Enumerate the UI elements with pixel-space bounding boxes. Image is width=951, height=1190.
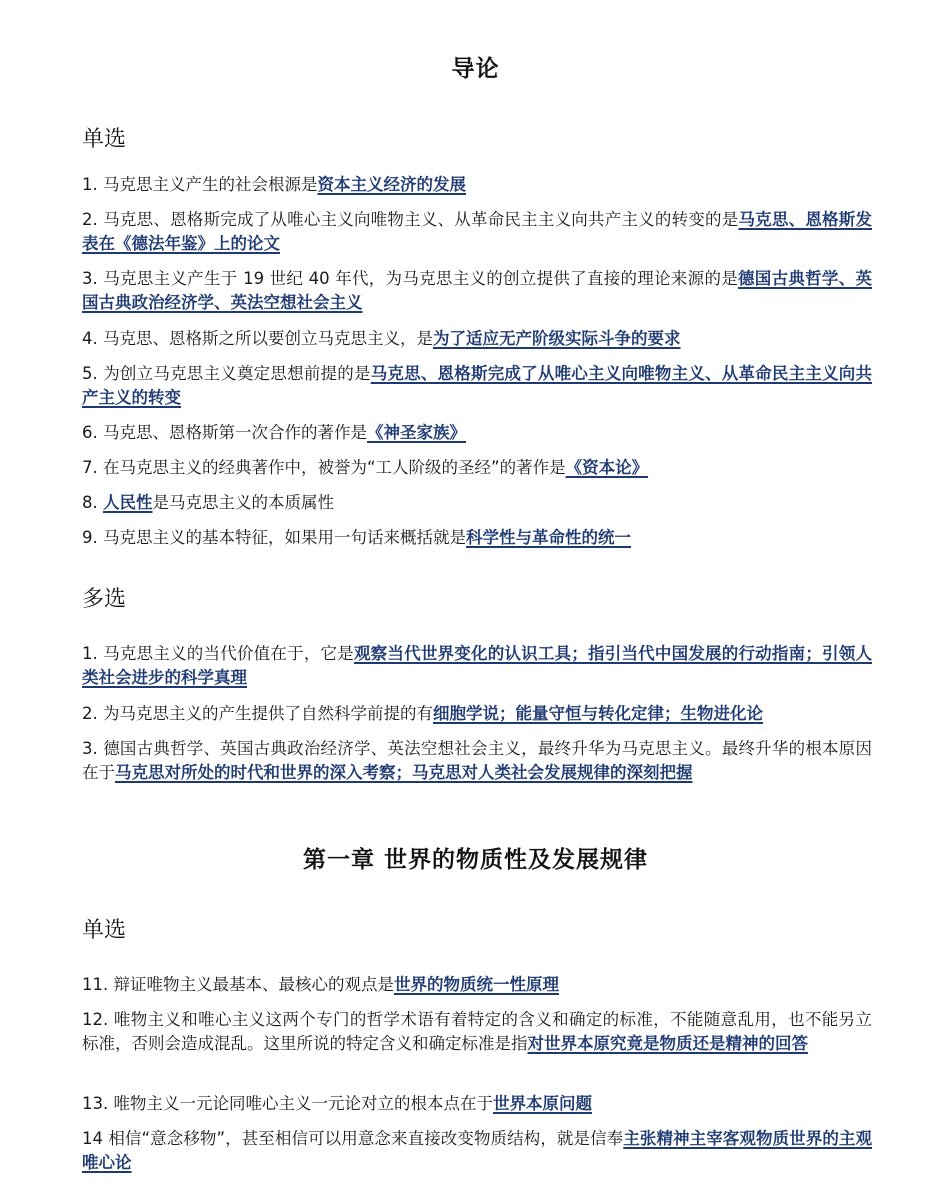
question-item: 1. 马克思主义产生的社会根源是资本主义经济的发展 (82, 175, 466, 194)
question-item: 4. 马克思、恩格斯之所以要创立马克思主义，是为了适应无产阶级实际斗争的要求 (82, 329, 681, 348)
question-item: 12. 唯物主义和唯心主义这两个专门的哲学术语有着特定的含义和确定的标准，不能随意乱用，也不能另立标准，否则会造成混乱。这里所说的特定含义和确定标准是指对世界本原究竟是物质还是精神的回答 (82, 1010, 872, 1053)
chapter1-single-heading: 单选 (82, 918, 127, 943)
answer-text: 世界本原问题 (493, 1094, 592, 1113)
question-item: 5. 为创立马克思主义奠定思想前提的是马克思、恩格斯完成了从唯心主义向唯物主义、从革命民主主义向共产主义的转变 (82, 364, 872, 407)
answer-text: 为了适应无产阶级实际斗争的要求 (433, 329, 681, 348)
question-item: 14 相信“意念移物”，甚至相信可以用意念来直接改变物质结构，就是信奉主张精神主宰客观物质世界的主观唯心论 (82, 1129, 873, 1172)
answer-text: 《资本论》 (565, 458, 649, 477)
answer-text: 对世界本原究竟是物质还是精神的回答 (527, 1034, 808, 1053)
question-item: 13. 唯物主义一元论同唯心主义一元论对立的根本点在于世界本原问题 (82, 1094, 592, 1113)
answer-text: 德国古典哲学、英国古典政治经济学、英法空想社会主义 (82, 269, 872, 312)
answer-text: 世界的物质统一性原理 (394, 975, 559, 994)
answer-text: 科学性与革命性的统一 (466, 528, 631, 547)
answer-text: 人民性 (103, 493, 153, 512)
intro-single-heading: 单选 (82, 127, 127, 152)
answer-text: 主张精神主宰客观物质世界的主观唯心论 (82, 1129, 873, 1172)
question-item: 7. 在马克思主义的经典著作中，被誉为“工人阶级的圣经”的著作是《资本论》 (82, 458, 649, 477)
question-item: 2. 马克思、恩格斯完成了从唯心主义向唯物主义、从革命民主主义向共产主义的转变的是马克思、恩格斯发表在《德法年鉴》上的论文 (82, 210, 872, 253)
chapter1-title: 第一章 世界的物质性及发展规律 (302, 847, 648, 873)
answer-text: 马克思、恩格斯发表在《德法年鉴》上的论文 (82, 210, 872, 253)
answer-text: 马克思、恩格斯完成了从唯心主义向唯物主义、从革命民主主义向共产主义的转变 (82, 364, 872, 407)
answer-text: 细胞学说；能量守恒与转化定律；生物进化论 (433, 704, 763, 723)
answer-text: 马克思对所处的时代和世界的深入考察；马克思对人类社会发展规律的深刻把握 (115, 763, 693, 782)
question-item: 3. 马克思主义产生于 19 世纪 40 年代，为马克思主义的创立提供了直接的理论来源的是德国古典哲学、英国古典政治经济学、英法空想社会主义 (82, 269, 872, 312)
answer-text: 《神圣家族》 (367, 423, 466, 442)
answer-text: 观察当代世界变化的认识工具；指引当代中国发展的行动指南；引领人类社会进步的科学真理 (82, 644, 872, 687)
question-item: 9. 马克思主义的基本特征，如果用一句话来概括就是科学性与革命性的统一 (82, 528, 631, 547)
question-item: 11. 辩证唯物主义最基本、最核心的观点是世界的物质统一性原理 (82, 975, 559, 994)
answer-text: 资本主义经济的发展 (317, 175, 466, 194)
question-item: 6. 马克思、恩格斯第一次合作的著作是《神圣家族》 (82, 423, 466, 442)
question-item: 1. 马克思主义的当代价值在于，它是观察当代世界变化的认识工具；指引当代中国发展的行动指南；引领人类社会进步的科学真理 (82, 644, 872, 687)
intro-title: 导论 (451, 56, 500, 82)
intro-multi-heading: 多选 (82, 587, 127, 612)
question-item: 2. 为马克思主义的产生提供了自然科学前提的有细胞学说；能量守恒与转化定律；生物进化论 (82, 704, 763, 723)
question-item: 3. 德国古典哲学、英国古典政治经济学、英法空想社会主义，最终升华为马克思主义。最终升华的根本原因在于马克思对所处的时代和世界的深入考察；马克思对人类社会发展规律的深刻把握 (82, 739, 872, 782)
question-item: 8. 人民性是马克思主义的本质属性 (82, 493, 334, 512)
